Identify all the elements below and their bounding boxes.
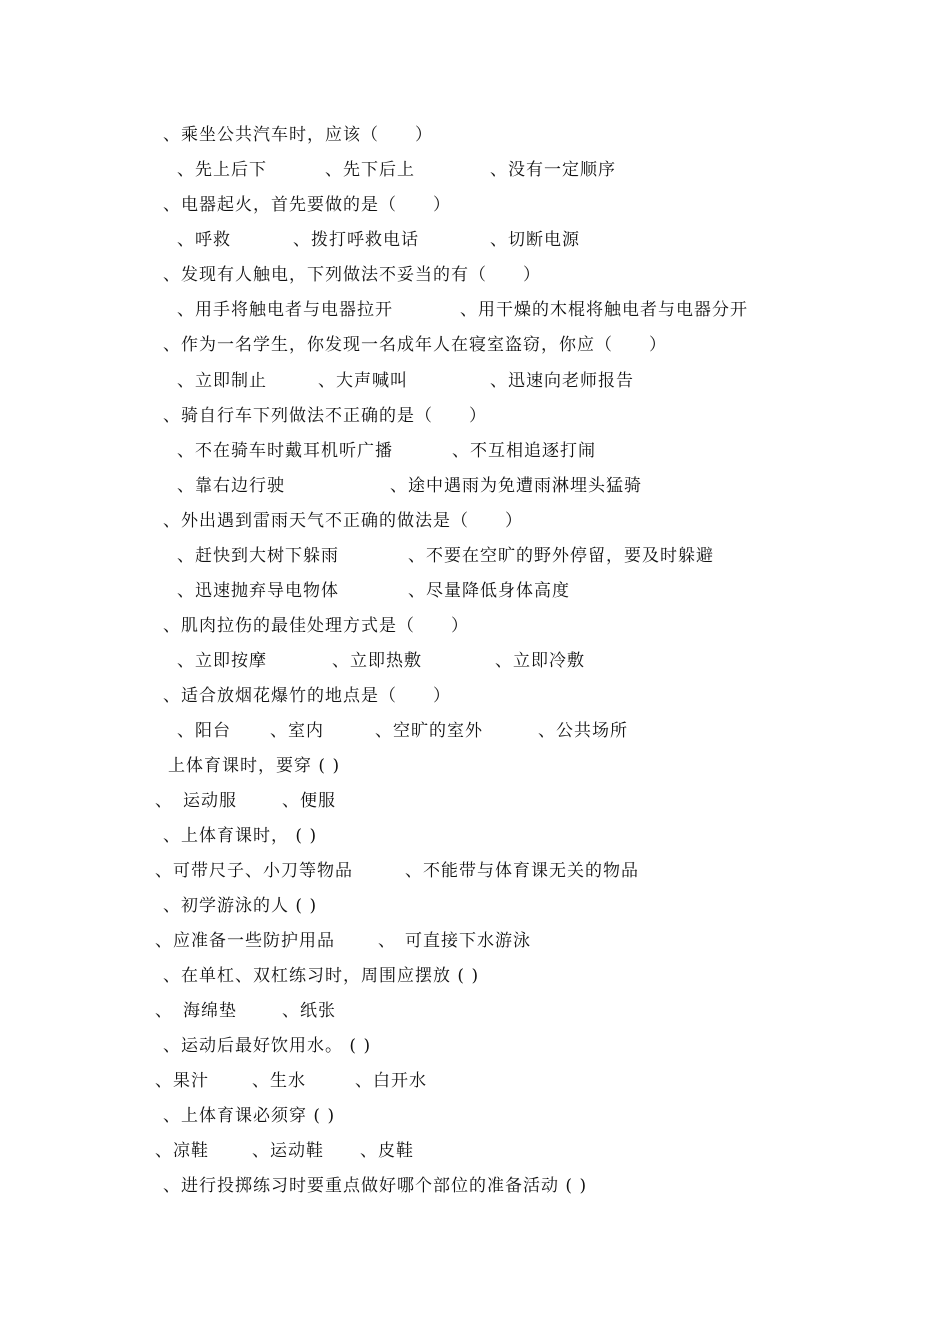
option-row [0,997,950,1025]
option: 、途中遇雨为免遭雨淋埋头猛骑 [390,476,642,496]
option: 、可带尺子、小刀等物品 [155,861,353,881]
option: 、皮鞋 [360,1141,414,1161]
option: 、拨打呼救电话 [293,230,419,250]
option: 、靠右边行驶 [177,476,285,496]
option: 、纸张 [282,1001,336,1021]
option: 、迅速向老师报告 [490,371,634,391]
question-stem: 、骑自行车下列做法不正确的是（ ） [163,406,487,426]
option-row [0,647,950,675]
option-row [0,717,950,745]
option: 、运动鞋 [252,1141,324,1161]
option: 、公共场所 [538,721,628,741]
option-row [0,472,950,500]
option: 、尽量降低身体高度 [408,581,570,601]
option: 、没有一定顺序 [490,160,616,180]
question-stem: 、肌肉拉伤的最佳处理方式是（ ） [163,616,469,636]
question-stem: 、电器起火，首先要做的是（ ） [163,195,451,215]
option: 、白开水 [355,1071,427,1091]
option: 、迅速抛弃导电物体 [177,581,339,601]
option-row [0,577,950,605]
option: 、呼救 [177,230,231,250]
option-row [0,367,950,395]
question-stem: 、乘坐公共汽车时，应该（ ） [163,125,433,145]
option: 、用干燥的木棍将触电者与电器分开 [460,300,748,320]
option: 、大声喊叫 [318,371,408,391]
option: 、不互相追逐打闹 [452,441,596,461]
option: 海绵垫 [183,1001,237,1021]
question-stem: 、初学游泳的人 ( ) [163,896,318,916]
option-row [0,1137,950,1165]
option: 、 [155,791,173,811]
question-stem: 、进行投掷练习时要重点做好哪个部位的准备活动 ( ) [163,1176,588,1196]
option-row [0,296,950,324]
option: 、凉鞋 [155,1141,209,1161]
option: 、不能带与体育课无关的物品 [405,861,639,881]
option-row [0,437,950,465]
option: 、空旷的室外 [375,721,483,741]
option: 、不在骑车时戴耳机听广播 [177,441,393,461]
option: 、阳台 [177,721,231,741]
option: 、果汁 [155,1071,209,1091]
option: 可直接下水游泳 [405,931,531,951]
option-row [0,927,950,955]
option-row [0,787,950,815]
option: 、先下后上 [325,160,415,180]
question-stem: 、上体育课时， ( ) [163,826,318,846]
option: 、 [155,1001,173,1021]
option: 、室内 [270,721,324,741]
question-stem: 上体育课时，要穿 ( ) [168,756,341,776]
question-stem: 、在单杠、双杠练习时，周围应摆放 ( ) [163,966,480,986]
option: 、立即冷敷 [495,651,585,671]
option: 、便服 [282,791,336,811]
option: 运动服 [183,791,237,811]
question-stem: 、上体育课必须穿 ( ) [163,1106,336,1126]
option-row [0,156,950,184]
option-row [0,542,950,570]
option: 、立即按摩 [177,651,267,671]
option: 、切断电源 [490,230,580,250]
question-stem: 、适合放烟花爆竹的地点是（ ） [163,686,451,706]
option: 、用手将触电者与电器拉开 [177,300,393,320]
option: 、立即热敷 [332,651,422,671]
question-stem: 、发现有人触电，下列做法不妥当的有（ ） [163,265,541,285]
option-row [0,226,950,254]
option: 、赶快到大树下躲雨 [177,546,339,566]
option: 、应准备一些防护用品 [155,931,335,951]
option: 、生水 [252,1071,306,1091]
option: 、 [378,931,396,951]
option: 、不要在空旷的野外停留，要及时躲避 [408,546,714,566]
question-stem: 、作为一名学生，你发现一名成年人在寝室盗窃，你应（ ） [163,335,667,355]
option: 、先上后下 [177,160,267,180]
question-stem: 、运动后最好饮用水。 ( ) [163,1036,372,1056]
option-row [0,1067,950,1095]
question-stem: 、外出遇到雷雨天气不正确的做法是（ ） [163,511,523,531]
option: 、立即制止 [177,371,267,391]
option-row [0,857,950,885]
